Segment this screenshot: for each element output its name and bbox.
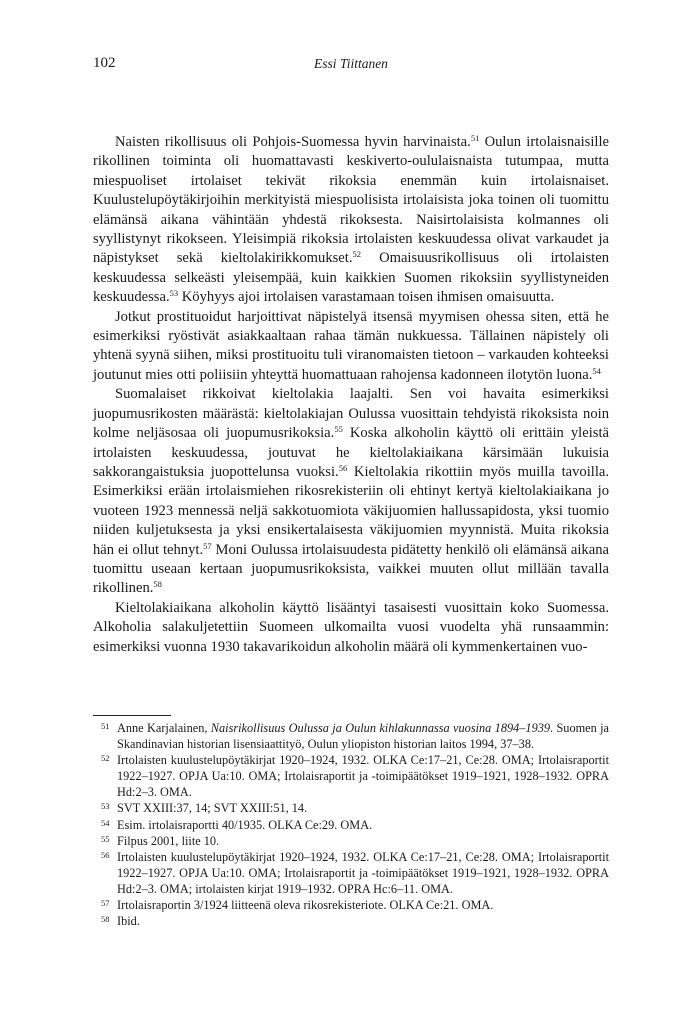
footnote: [93, 752, 609, 800]
running-head: Essi Tiittanen: [314, 56, 388, 71]
footnote-number: 53: [101, 801, 110, 812]
footnote-text: Anne Karjalainen, Naisrikollisuus Oulussa ja Oulun kihlakunnassa vuosina 1894–1939. Suomen ja Skandinavian historian lisensiaattityö, Oulun yliopiston historian laitos 1994, 37–38.: [117, 721, 609, 752]
page-number: 102: [93, 55, 116, 71]
footnote: [93, 817, 609, 833]
text-segment: Köyhyys ajoi irtolaisen varastamaan toisen ihmisen omaisuutta.: [178, 289, 555, 306]
footnote-text: SVT XXIII:37, 14; SVT XXIII:51, 14.: [117, 801, 308, 816]
paragraph-1: [93, 133, 609, 308]
footnote-ref[interactable]: 51: [470, 133, 480, 143]
footnote-number: 57: [101, 898, 110, 909]
footnote-ref[interactable]: 56: [338, 462, 348, 473]
paragraph-2: [93, 308, 609, 386]
footnote-text: Irtolaisten kuulustelupöytäkirjat 1920–1924, 1932. OLKA Ce:17–21, Ce:28. OMA; Irtolaisraportit 1922–1927. OPJA Ua:10. OMA; Irtolaisraportit ja -toimipäätökset 1919–1921, 1928–1932. OPRA Hd:2–3. OMA; irtolaisten kirjat 1919–1932. OPRA Hc:6–11. OMA.: [117, 849, 609, 896]
footnote: [93, 897, 609, 913]
paragraph-3: [93, 385, 609, 598]
text-segment: Koska alkoholin käyttö oli erittäin yleistä irtolaisten keskuudessa, joutuvat he kieltolakiaikana kärsimään lukuisia sakkorangaistuksia juopottelunsa vuoksi.: [93, 425, 609, 480]
footnote-ref[interactable]: 57: [203, 540, 212, 551]
body-text: [93, 133, 609, 657]
footnote-ref[interactable]: 58: [153, 579, 162, 590]
footnote-separator: [93, 715, 171, 716]
text-segment: Suomalaiset rikkoivat kieltolakia laajalti. Sen voi havaita esimerkiksi juopumusrikosten määrästä: kieltolakiajan Oulussa vuosittain tehdyistä rikoksista noin kolme neljäsosaa oli juopumusrikoksia.: [93, 386, 609, 442]
footnote-number: 54: [101, 817, 110, 828]
paragraph-4: [93, 599, 609, 657]
text-segment: Kieltolakia rikottiin myös muilla tavoilla. Esimerkiksi erään irtolaismiehen rikosrekisteriin oli ehtinyt kertyä kieltolakiaikana jo vuoteen 1923 mennessä neljä sakkotuomiota väkijuomien hallussapidosta, yksi tuomio niiden kuljetuksesta ja yksi ensikertalaisesta väkijuomien myynnistä. Muita rikoksia hän ei ollut tehnyt.: [93, 463, 609, 558]
footnote-text: Esim. irtolaisraportti 40/1935. OLKA Ce:29. OMA.: [117, 817, 373, 832]
text-segment: Moni Oulussa irtolaisuudesta pidätetty henkilö oli elämänsä aikana tuomittu useaan kertaan juopumusrikoksista, vaikkei muuten ollut millään tavalla rikollinen.: [93, 541, 609, 597]
footnote: [93, 800, 609, 816]
footnote-number: 58: [101, 914, 110, 925]
footnote-ref[interactable]: 52: [352, 249, 361, 260]
footnote-text: Filpus 2001, liite 10.: [117, 833, 220, 848]
text-segment: Omaisuusrikollisuus oli irtolaisten keskuudessa selkeästi yleisempää, kuin kaikkien Suomen rikoksiin syyllistyneiden keskuudessa.: [93, 250, 609, 306]
footnote-ref[interactable]: 55: [334, 424, 343, 435]
footnote: [93, 720, 609, 752]
footnote-ref[interactable]: 53: [169, 288, 179, 299]
footnote: [93, 913, 609, 929]
footnote-text: Irtolaisraportin 3/1924 liitteenä oleva rikosrekisteriote. OLKA Ce:21. OMA.: [117, 898, 494, 913]
footnotes: [93, 720, 609, 929]
text-segment: Oulun irtolaisnaisille rikollinen toiminta oli huomattavasti keskiverto-oululaisnaista tutumpaa, mutta miespuoliset irtolaiset tekivät rikoksia enemmän kuin irtolaisnaiset. Kuulustelupöytäkirjoihin merkityistä miespuolisista irtolaisista joka toinen oli tuomittu elämänsä aikana vähintään yhdestä rikoksesta. Naisirtolaisista kolmannes oli syyllistynyt rikokseen. Yleisimpiä rikoksia irtolaisten keskuudessa olivat varkaudet ja näpistykset sekä kieltolakirikkomukset.: [93, 134, 609, 267]
footnote-ref[interactable]: 54: [592, 365, 601, 376]
page-header: [93, 55, 609, 75]
footnote-text: Irtolaisten kuulustelupöytäkirjat 1920–1924, 1932. OLKA Ce:17–21, Ce:28. OMA; Irtolaisraportit 1922–1927. OPJA Ua:10. OMA; Irtolaisraportit ja -toimipäätökset 1919–1921, 1928–1932. OPRA Hd:2–3. OMA.: [117, 753, 609, 800]
footnote: [93, 833, 609, 849]
text-segment: Kieltolakiaikana alkoholin käyttö lisääntyi tasaisesti vuosittain koko Suomessa. Alkoholia salakuljetettiin Suomeen ulkomailta vuosi vuodelta yhä runsaammin: esimerkiksi vuonna 1930 takavarikoidun alkoholin määrä oli kymmenkertainen vuo-: [93, 599, 609, 655]
footnote-number: 51: [101, 721, 110, 731]
footnote-number: 55: [101, 833, 110, 844]
footnote: [93, 849, 609, 897]
footnote-number: 52: [101, 753, 110, 764]
footnote-number: 56: [101, 849, 110, 860]
footnote-text: Ibid.: [117, 914, 140, 929]
text-segment: Jotkut prostituoidut harjoittivat näpistelyä itsensä myymisen ohessa siten, että he esimerkiksi ryöstivät asiakkaaltaan rahaa tämän nukkuessa. Tällainen näpistely oli yhtenä syynä siihen, miksi prostituoitu tuli viranomaisten tietoon – varkauden kohteeksi joutunut mies otti poliisiin yhteyttä huomattuaan rahojensa kadonneen ilotytön luona.: [93, 308, 609, 383]
text-segment: Naisten rikollisuus oli Pohjois-Suomessa hyvin harvinaista.: [115, 134, 471, 150]
